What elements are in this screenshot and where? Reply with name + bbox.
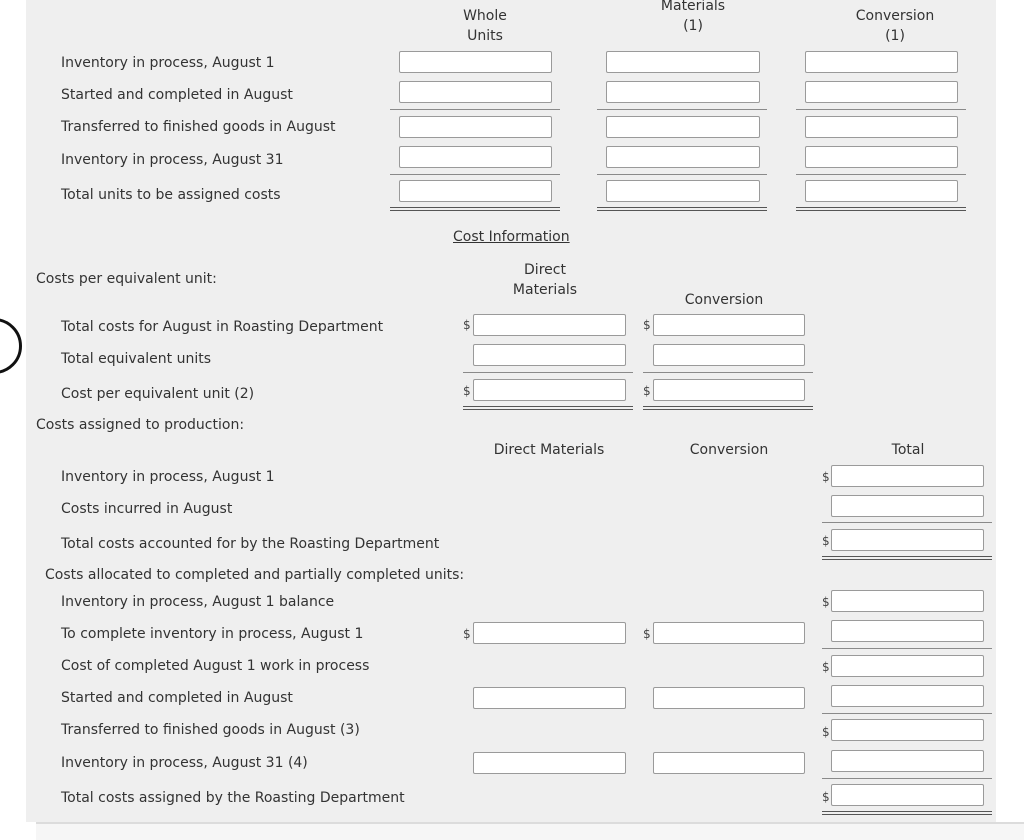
- conversion-inventory-aug1-input[interactable]: [805, 51, 958, 73]
- units-row-label: Transferred to finished goods in August: [61, 119, 336, 135]
- whole-units-transferred-input[interactable]: [399, 116, 552, 138]
- total-double-rule: [390, 207, 560, 211]
- header-materials: Materials (1): [660, 0, 726, 34]
- whole-units-total-input[interactable]: [399, 180, 552, 202]
- materials-inventory-aug31-input[interactable]: [606, 146, 760, 168]
- dollar-sign: $: [463, 318, 471, 332]
- materials-transferred-input[interactable]: [606, 116, 760, 138]
- dollar-sign: $: [463, 627, 471, 641]
- units-row-label: Started and completed in August: [61, 87, 293, 103]
- total-completed-aug1-wip-input[interactable]: [831, 655, 984, 677]
- dollar-sign: $: [822, 595, 830, 609]
- total-double-rule: [643, 406, 813, 410]
- header-conversion-cost: Conversion: [684, 292, 764, 308]
- conversion-total-input[interactable]: [805, 180, 958, 202]
- assigned-row-label: Total costs accounted for by the Roasting Department: [61, 536, 440, 552]
- cost-row-label: Total equivalent units: [61, 351, 212, 367]
- subtotal-rule: [796, 109, 966, 110]
- conversion-transferred-input[interactable]: [805, 116, 958, 138]
- subtotal-rule: [796, 174, 966, 175]
- whole-units-inventory-aug31-input[interactable]: [399, 146, 552, 168]
- allocated-row-label: To complete inventory in process, August 1: [61, 626, 364, 642]
- dollar-sign: $: [822, 725, 830, 739]
- total-inventory-aug31-cost-input[interactable]: [831, 750, 984, 772]
- costs-assigned-heading: Costs assigned to production:: [36, 417, 245, 433]
- subtotal-rule: [597, 174, 767, 175]
- dm-total-eu-input[interactable]: [473, 344, 626, 366]
- materials-inventory-aug1-input[interactable]: [606, 51, 760, 73]
- total-double-rule: [597, 207, 767, 211]
- total-started-completed-cost-input[interactable]: [831, 685, 984, 707]
- total-costs-incurred-input[interactable]: [831, 495, 984, 517]
- total-inventory-aug1-input[interactable]: [831, 465, 984, 487]
- total-double-rule: [822, 556, 992, 560]
- total-inventory-aug1-balance-input[interactable]: [831, 590, 984, 612]
- assigned-row-label: Inventory in process, August 1: [61, 469, 275, 485]
- subtotal-rule: [597, 109, 767, 110]
- conv-to-complete-input[interactable]: [653, 622, 805, 644]
- units-row-label: Inventory in process, August 31: [61, 152, 284, 168]
- subtotal-rule: [822, 522, 992, 523]
- cost-row-label: Total costs for August in Roasting Department: [61, 319, 384, 335]
- partial-circle-icon: [0, 318, 22, 374]
- total-to-complete-input[interactable]: [831, 620, 984, 642]
- conv-total-costs-input[interactable]: [653, 314, 805, 336]
- subtotal-rule: [463, 372, 633, 373]
- subtotal-rule: [390, 109, 560, 110]
- total-transferred-input[interactable]: [831, 719, 984, 741]
- cost-row-label: Cost per equivalent unit (2): [61, 386, 255, 402]
- dm-cost-per-eu-input[interactable]: [473, 379, 626, 401]
- costs-per-eu-label: Costs per equivalent unit:: [36, 271, 217, 287]
- allocated-row-label: Total costs assigned by the Roasting Department: [61, 790, 405, 806]
- subtotal-rule: [822, 778, 992, 779]
- materials-started-completed-input[interactable]: [606, 81, 760, 103]
- total-double-rule: [796, 207, 966, 211]
- header-conversion-assigned: Conversion: [689, 442, 769, 458]
- panel-shadow: [36, 822, 1024, 840]
- dollar-sign: $: [822, 470, 830, 484]
- total-double-rule: [822, 811, 992, 815]
- whole-units-started-completed-input[interactable]: [399, 81, 552, 103]
- dm-started-completed-cost-input[interactable]: [473, 687, 626, 709]
- cost-information-heading: Cost Information: [453, 229, 570, 245]
- whole-units-inventory-aug1-input[interactable]: [399, 51, 552, 73]
- subtotal-rule: [390, 174, 560, 175]
- conv-started-completed-cost-input[interactable]: [653, 687, 805, 709]
- allocated-row-label: Inventory in process, August 1 balance: [61, 594, 335, 610]
- units-row-label: Inventory in process, August 1: [61, 55, 275, 71]
- conversion-inventory-aug31-input[interactable]: [805, 146, 958, 168]
- conv-total-eu-input[interactable]: [653, 344, 805, 366]
- allocated-row-label: Started and completed in August: [61, 690, 293, 706]
- units-row-label: Total units to be assigned costs: [61, 187, 281, 203]
- subtotal-rule: [822, 713, 992, 714]
- dm-total-costs-input[interactable]: [473, 314, 626, 336]
- conversion-started-completed-input[interactable]: [805, 81, 958, 103]
- dollar-sign: $: [822, 534, 830, 548]
- assigned-row-label: Costs incurred in August: [61, 501, 233, 517]
- subtotal-rule: [822, 648, 992, 649]
- header-direct-materials-assigned: Direct Materials: [493, 442, 605, 458]
- dollar-sign: $: [822, 660, 830, 674]
- dm-to-complete-input[interactable]: [473, 622, 626, 644]
- header-conversion: Conversion (1): [855, 8, 935, 44]
- materials-total-input[interactable]: [606, 180, 760, 202]
- allocated-heading: Costs allocated to completed and partially completed units:: [45, 567, 465, 583]
- header-total: Total: [891, 442, 925, 458]
- conv-cost-per-eu-input[interactable]: [653, 379, 805, 401]
- dollar-sign: $: [463, 384, 471, 398]
- allocated-row-label: Transferred to finished goods in August (3): [61, 722, 360, 738]
- dollar-sign: $: [643, 318, 651, 332]
- allocated-row-label: Inventory in process, August 31 (4): [61, 755, 308, 771]
- total-double-rule: [463, 406, 633, 410]
- total-costs-assigned-input[interactable]: [831, 784, 984, 806]
- dollar-sign: $: [822, 790, 830, 804]
- dm-inventory-aug31-cost-input[interactable]: [473, 752, 626, 774]
- total-costs-accounted-input[interactable]: [831, 529, 984, 551]
- subtotal-rule: [643, 372, 813, 373]
- allocated-row-label: Cost of completed August 1 work in process: [61, 658, 370, 674]
- conv-inventory-aug31-cost-input[interactable]: [653, 752, 805, 774]
- header-direct-materials: Direct Materials: [512, 262, 578, 298]
- dollar-sign: $: [643, 384, 651, 398]
- dollar-sign: $: [643, 627, 651, 641]
- header-whole-units: Whole Units: [463, 8, 507, 44]
